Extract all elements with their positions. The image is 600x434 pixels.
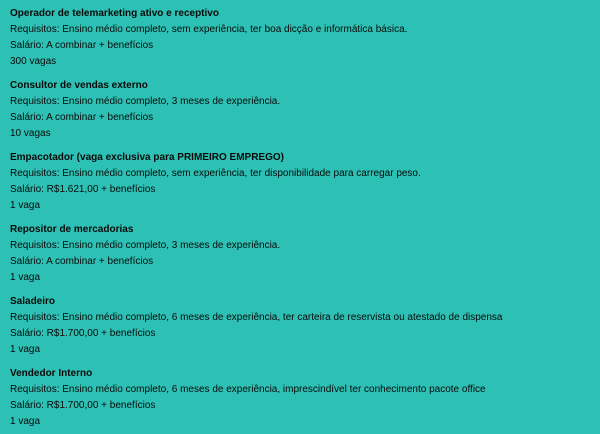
- job-salary: Salário: A combinar + benefícios: [10, 112, 154, 123]
- job-openings: 1 vaga: [10, 272, 41, 283]
- job-openings: 300 vagas: [10, 56, 57, 67]
- job-title: Consultor de vendas externo: [10, 80, 148, 91]
- job-requirements: Requisitos: Ensino médio completo, 3 meses de experiência.: [10, 240, 281, 251]
- job-openings: 1 vaga: [10, 416, 41, 427]
- job-listing: [10, 222, 590, 286]
- job-salary: Salário: R$1.700,00 + benefícios: [10, 328, 156, 339]
- job-title: Vendedor Interno: [10, 368, 93, 379]
- job-requirements: Requisitos: Ensino médio completo, sem experiência, ter boa dicção e informática básica.: [10, 24, 408, 35]
- job-salary: Salário: R$1.700,00 + benefícios: [10, 400, 156, 411]
- job-title: Saladeiro: [10, 296, 56, 307]
- job-requirements: Requisitos: Ensino médio completo, sem experiência, ter disponibilidade para carregar peso.: [10, 168, 421, 179]
- job-title: Empacotador (vaga exclusiva para PRIMEIRO EMPREGO): [10, 152, 284, 163]
- job-title: Repositor de mercadorias: [10, 224, 134, 235]
- job-listing: [10, 150, 590, 214]
- job-requirements: Requisitos: Ensino médio completo, 6 meses de experiência, ter carteira de reservista ou atestado de dispensa: [10, 312, 503, 323]
- job-listing: [10, 366, 590, 430]
- job-listing: [10, 6, 590, 70]
- job-salary: Salário: A combinar + benefícios: [10, 256, 154, 267]
- job-salary: Salário: R$1.621,00 + benefícios: [10, 184, 156, 195]
- job-openings: 1 vaga: [10, 344, 41, 355]
- job-openings: 10 vagas: [10, 128, 51, 139]
- job-title: Operador de telemarketing ativo e receptivo: [10, 8, 219, 19]
- job-openings: 1 vaga: [10, 200, 41, 211]
- job-requirements: Requisitos: Ensino médio completo, 3 meses de experiência.: [10, 96, 281, 107]
- job-salary: Salário: A combinar + benefícios: [10, 40, 154, 51]
- job-listing: [10, 78, 590, 142]
- job-listing: [10, 294, 590, 358]
- job-requirements: Requisitos: Ensino médio completo, 6 meses de experiência, imprescindível ter conhecimento pacote office: [10, 384, 486, 395]
